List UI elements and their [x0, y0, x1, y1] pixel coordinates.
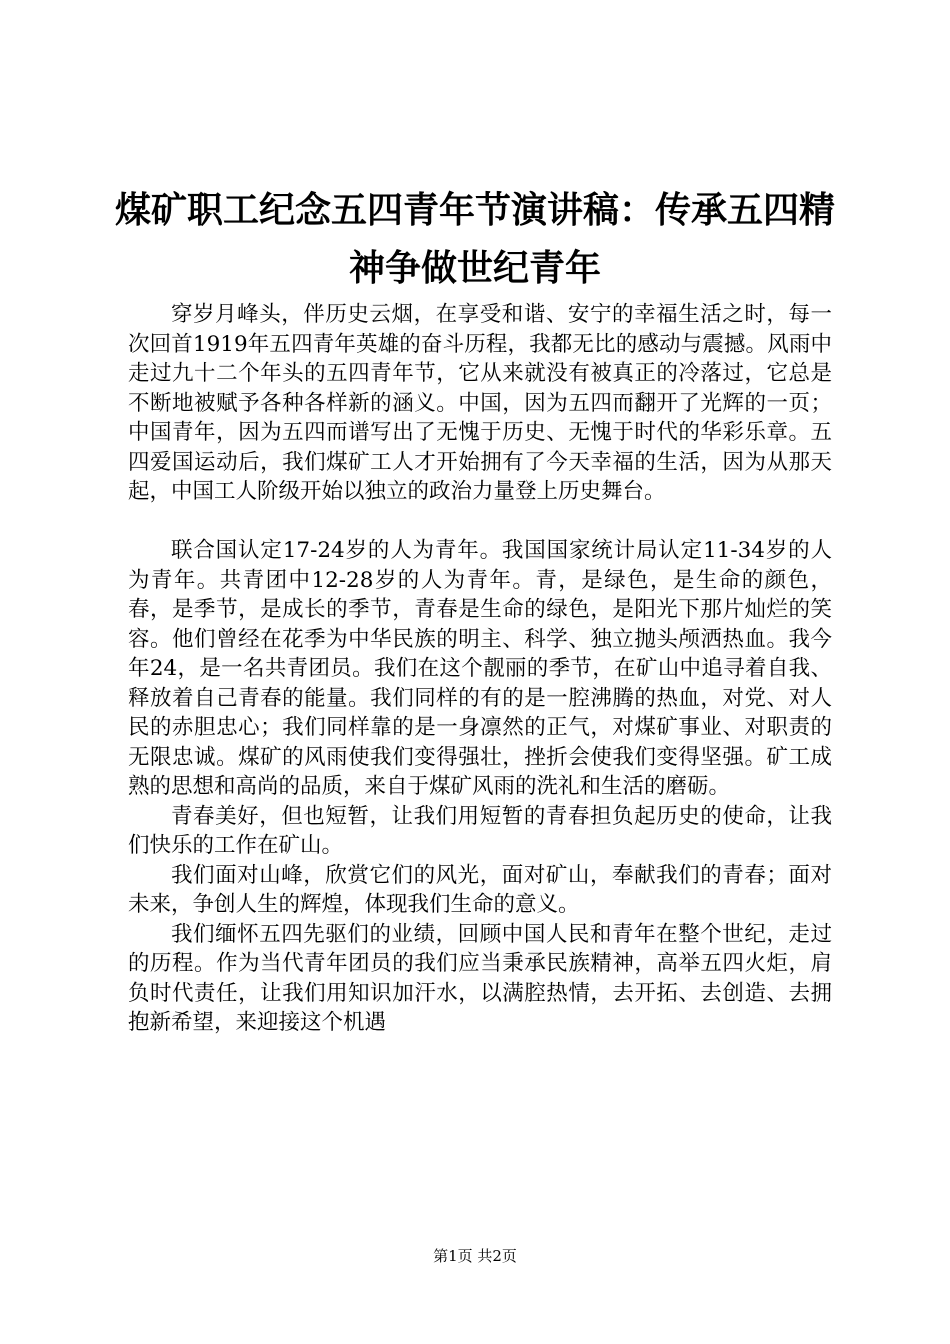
document-title — [100, 182, 850, 298]
paragraph-3: 青春美好，但也短暂，让我们用短暂的青春担负起历史的使命，让我们快乐的工作在矿山。 — [128, 803, 832, 858]
paragraph-2: 联合国认定17-24岁的人为青年。我国国家统计局认定11-34岁的人为青年。共青团中12-28岁的人为青年。青，是绿色，是生命的颜色，春，是季节，是成长的季节，青春是生命的绿色，是阳光下那片灿烂的笑容。他们曾经在花季为中华民族的明主、科学、独立抛头颅洒热血。我今年24，是一名共青团员。我们在这个靓丽的季节，在矿山中追寻着自我、释放着自己青春的能量。我们同样的有的是一腔沸腾的热血，对党、对人民的赤胆忠心；我们同样靠的是一身凛然的正气，对煤矿事业、对职责的无限忠诚。煤矿的风雨使我们变得强壮，挫折会使我们变得坚强。矿工成熟的思想和高尚的品质，来自于煤矿风雨的洗礼和生活的磨砺。 — [128, 538, 832, 799]
document-body — [128, 300, 832, 1038]
title-line-1: 煤矿职工纪念五四青年节演讲稿：传承五四精 — [114, 190, 835, 231]
paragraph-1: 穿岁月峰头，伴历史云烟，在享受和谐、安宁的幸福生活之时，每一次回首1919年五四青年英雄的奋斗历程，我都无比的感动与震撼。风雨中走过九十二个年头的五四青年节，它从来就没有被真正的冷落过，它总是不断地被赋予各种各样新的涵义。中国，因为五四而翻开了光辉的一页；中国青年，因为五四而谱写出了无愧于历史、无愧于时代的华彩乐章。五四爱国运动后，我们煤矿工人才开始拥有了今天幸福的生活，因为从那天起，中国工人阶级开始以独立的政治力量登上历史舞台。 — [128, 302, 832, 504]
paragraph-4: 我们面对山峰，欣赏它们的风光，面对矿山，奉献我们的青春；面对未来，争创人生的辉煌，体现我们生命的意义。 — [128, 862, 832, 917]
title-line-2: 神争做世纪青年 — [348, 248, 601, 289]
page-number-footer: 第1页 共2页 — [433, 1247, 517, 1265]
paragraph-5: 我们缅怀五四先驱们的业绩，回顾中国人民和青年在整个世纪，走过的历程。作为当代青年团员的我们应当秉承民族精神，高举五四火炬，肩负时代责任，让我们用知识加汗水，以满腔热情，去开拓、去创造、去拥抱新希望，来迎接这个机遇 — [128, 921, 832, 1035]
